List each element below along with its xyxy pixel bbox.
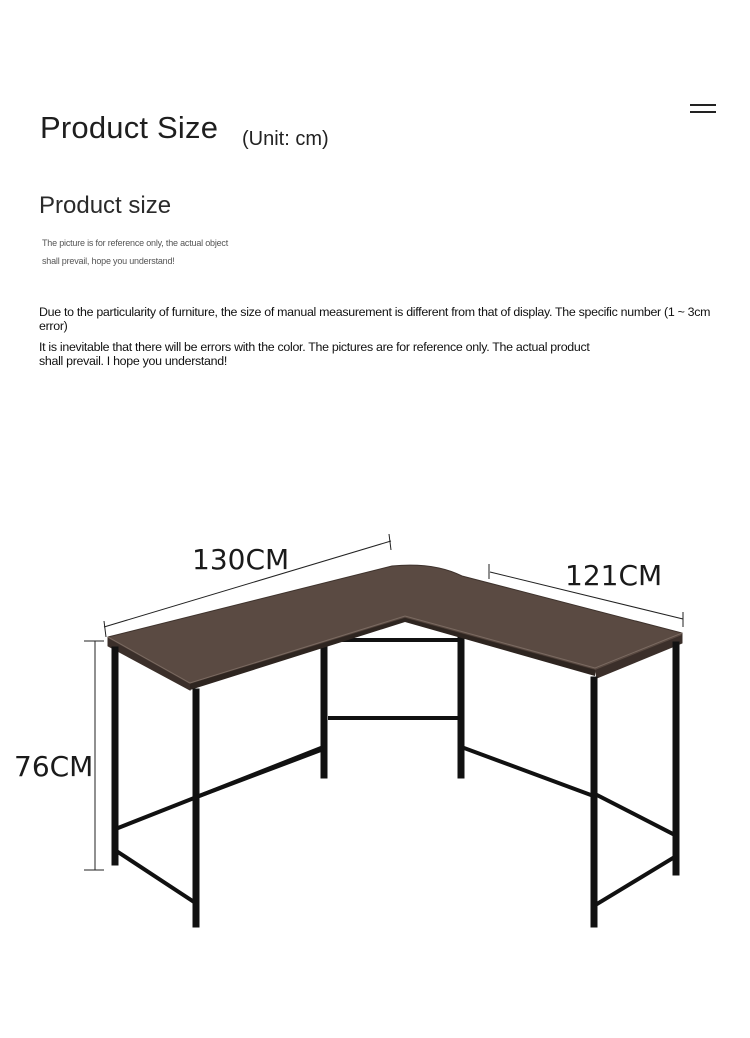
desk-dimension-diagram — [0, 520, 750, 940]
color-disclaimer: It is inevitable that there will be errors with the color. The pictures are for reference only. The actual product shall prevail. I hope you understand! — [39, 340, 590, 368]
unit-label: (Unit: cm) — [242, 128, 329, 150]
length-label: 130CM — [192, 543, 290, 576]
height-label: 76CM — [14, 750, 94, 783]
menu-icon[interactable] — [690, 101, 716, 115]
section-subtitle: Product size — [39, 192, 172, 219]
width-label: 121CM — [565, 559, 663, 592]
page-title: Product Size — [40, 110, 219, 145]
desk-frame-back — [324, 640, 461, 775]
reference-note-line-1: The picture is for reference only, the actual object — [42, 238, 229, 248]
reference-note-line-2: shall prevail, hope you understand! — [42, 256, 175, 266]
measurement-disclaimer: Due to the particularity of furniture, the size of manual measurement is different from that of display. The specific number (1 ~ 3cm error) — [39, 305, 711, 333]
